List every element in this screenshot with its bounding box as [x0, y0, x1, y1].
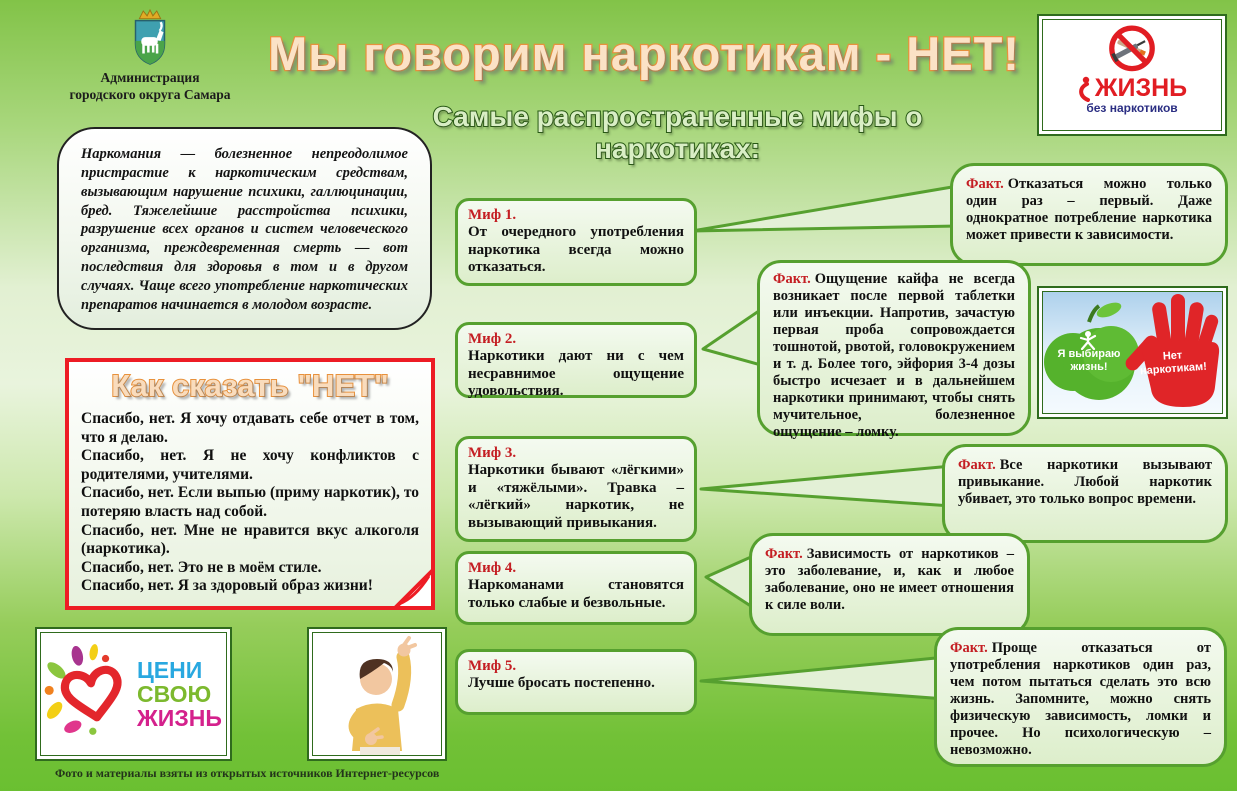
say-no-line: Спасибо, нет. Если выпью (приму наркотик), то потеряю власть над собой.	[81, 484, 419, 520]
myth-box-4	[455, 551, 697, 625]
life-logo-title	[1043, 76, 1221, 102]
life-logo-subtitle: без наркотиков	[1086, 101, 1178, 115]
fact-label: Факт.	[950, 640, 988, 656]
value-life-line3: ЖИЗНЬ	[137, 705, 222, 732]
fact-text: Ощущение кайфа не всегда возникает после первой таблетки или инъекции. Напротив, зачастую первая проба сопровождается тошнотой, рвотой, головокружением и т. д. Более того, эйфория 3-4 дозы быстро исчезает и в дальнейшем наркотики принимают, чтобы снять мучительное, болезненное ощущение – ломку.	[773, 271, 1015, 440]
value-life-card	[35, 627, 232, 761]
myth-text: Наркотики бывают «лёгкими» и «тяжёлыми». Травка – «лёгкий» наркотик, не вызывающий привыкания.	[468, 462, 684, 531]
say-no-line: Спасибо, нет. Я за здоровый образ жизни!	[81, 577, 373, 595]
myth-label: Миф 1.	[468, 207, 517, 223]
apple-slogan: Я выбираю жизнь!	[1057, 348, 1121, 373]
say-no-line: Спасибо, нет. Это не в моём стиле.	[81, 558, 322, 576]
say-no-box	[65, 358, 435, 610]
jumping-figure-icon	[1079, 330, 1097, 350]
fact-label: Факт.	[958, 457, 996, 473]
myth-text: Наркоманами становятся только слабые и безвольные.	[468, 577, 684, 611]
value-life-text	[137, 658, 222, 730]
fact-text: Все наркотики вызывают привыкание. Любой наркотик убивает, это только вопрос времени.	[958, 457, 1212, 507]
myth-box-5	[455, 649, 697, 715]
org-name-line1: Администрация	[100, 70, 200, 85]
fact-label: Факт.	[773, 271, 811, 287]
poster-title: Мы говорим наркотикам - НЕТ!	[268, 27, 1020, 80]
fact-bubble-2	[757, 260, 1031, 440]
value-life-line1: ЦЕНИ	[137, 656, 203, 683]
samara-coat-of-arms-icon	[121, 8, 179, 70]
myth-label: Миф 4.	[468, 560, 517, 576]
fact-text: Зависимость от наркотиков – это заболевание, и, как и любое заболевание, оно не имеет отношения к силе воли.	[765, 546, 1014, 613]
myth-text: Лучше бросать постепенно.	[468, 675, 655, 692]
fact-text: Отказаться можно только один раз – первый. Даже однократное потребление наркотика может привести к зависимости.	[966, 176, 1212, 243]
org-name-line2: городского округа Самара	[69, 86, 231, 102]
myth-text: Наркотики дают ни с чем несравнимое ощущение удовольствия.	[468, 348, 684, 400]
person-raising-hand-illustration	[313, 633, 442, 756]
fact-bubble-3	[942, 444, 1228, 543]
heart-burst-icon	[41, 638, 141, 750]
apple-hand-inner	[1042, 291, 1223, 414]
say-no-line: Спасибо, нет. Я хочу отдавать себе отчет в том, что я делаю.	[81, 410, 419, 446]
fact-bubble-1	[950, 163, 1228, 266]
no-drugs-prohibition-icon	[1101, 22, 1163, 80]
person-card-inner	[312, 632, 442, 756]
fact-label: Факт.	[765, 546, 803, 562]
person-card	[307, 627, 447, 761]
myth-box-1	[455, 198, 697, 286]
definition-box: Наркомания — болезненное непреодолимое пристрастие к наркотическим средствам, вызывающим нарушение психики, галлюцинации, бред. Тяжелейшие расстройства психики, разрушение всех органов и систем человеческого организма, преждевременная смерть — вот последствия для здоровья в том и в другом случаях. Чаще всего употребление наркотических препаратов начинается в молодом возрасте.	[57, 127, 432, 330]
fact-bubble-5	[934, 627, 1227, 767]
myth-box-3	[455, 436, 697, 542]
life-without-drugs-card	[1037, 14, 1227, 136]
value-life-line2: СВОЮ	[137, 680, 212, 707]
fact-bubble-4	[749, 533, 1030, 636]
value-life-inner	[40, 632, 227, 756]
hand-slogan: Нет наркотикам!	[1139, 349, 1208, 377]
bottom-white-strip	[0, 791, 1237, 800]
myth-box-2	[455, 322, 697, 398]
life-without-drugs-inner	[1042, 19, 1222, 131]
apple-hand-card	[1037, 286, 1228, 419]
say-no-line: Спасибо, нет. Мне не нравится вкус алкоголя (наркотика).	[81, 521, 419, 558]
myth-label: Миф 3.	[468, 445, 517, 461]
footer-credit: Фото и материалы взяты из открытых источников Интернет-ресурсов	[55, 766, 440, 780]
fact-text: Проще отказаться от употребления наркотиков один раз, чем потом пытаться сделать это всю жизнь. Запомните, можно снять физическую зависимость, ломки и прочее. Но психологическую – невозможно.	[950, 640, 1211, 758]
fact-label: Факт.	[966, 176, 1004, 192]
myth-label: Миф 2.	[468, 331, 517, 347]
dancer-icon	[1077, 76, 1093, 102]
page-curl-icon	[393, 568, 435, 610]
life-logo-title-text: ЖИЗНЬ	[1094, 74, 1188, 102]
org-header	[40, 8, 260, 104]
poster-subtitle: Самые распространенные мифы о наркотиках:	[432, 101, 923, 164]
say-no-title: Как сказать "НЕТ"	[111, 368, 389, 403]
say-no-line: Спасибо, нет. Я не хочу конфликтов с родителями, учителями.	[81, 447, 419, 483]
myth-text: От очередного употребления наркотика всегда можно отказаться.	[468, 224, 684, 276]
myth-label: Миф 5.	[468, 658, 517, 674]
